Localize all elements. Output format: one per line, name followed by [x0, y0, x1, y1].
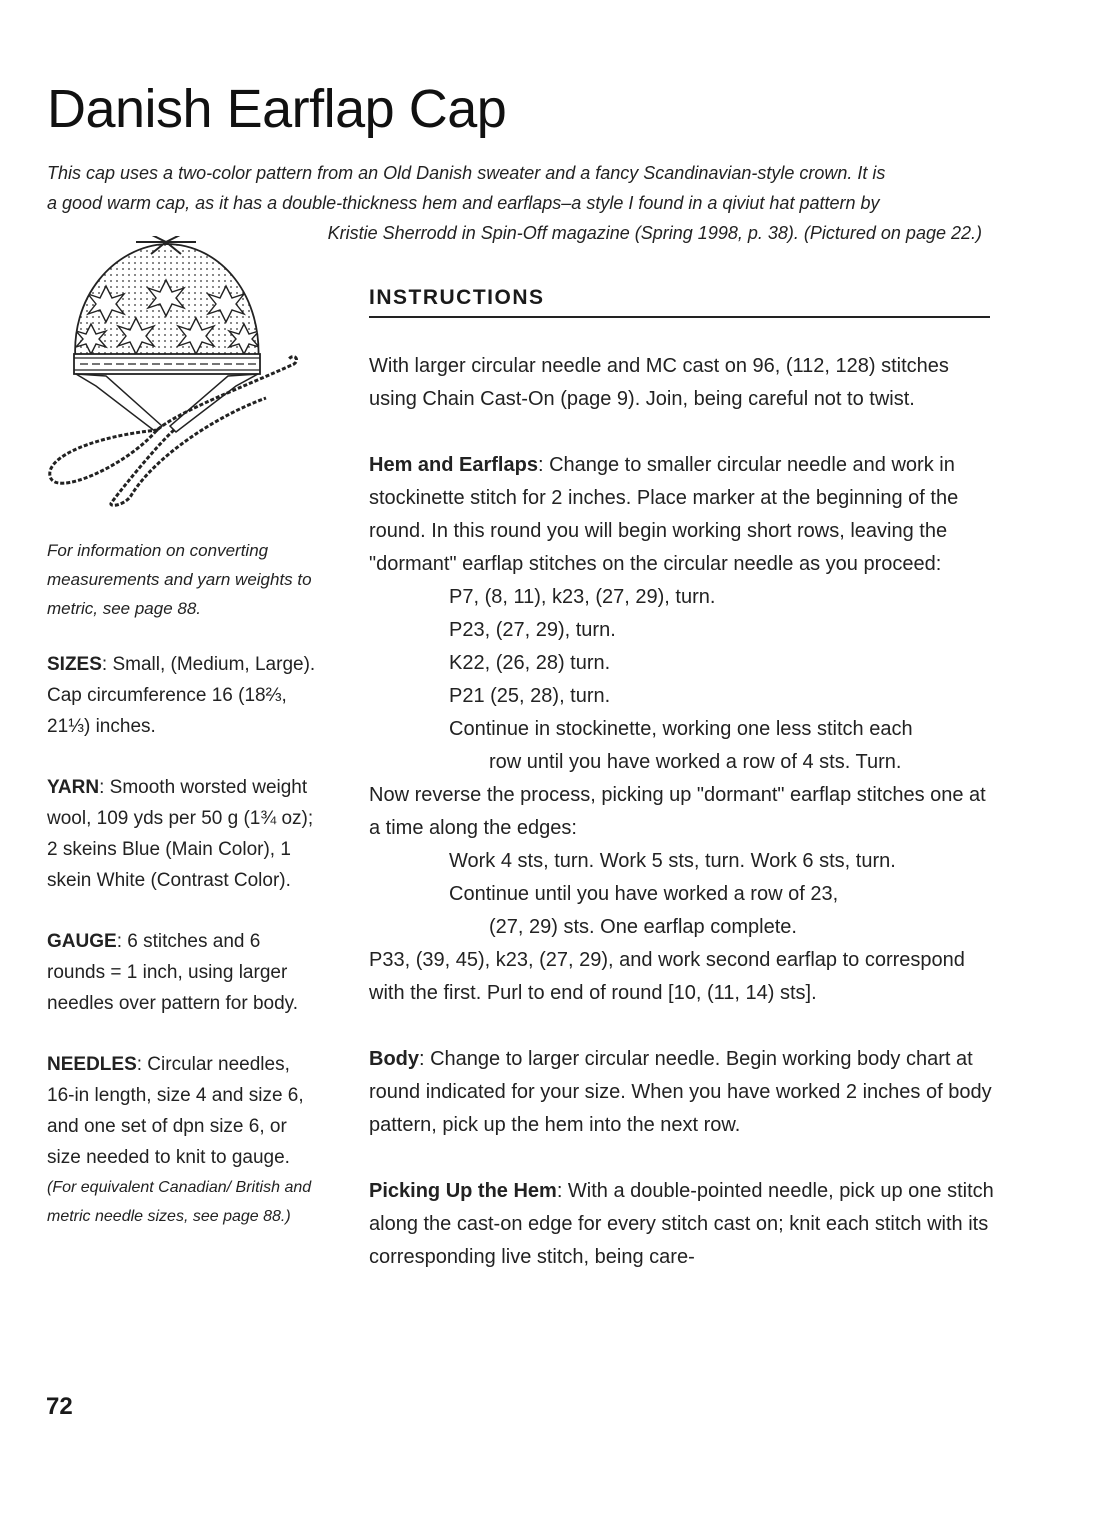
gauge-text: : 6 stitches and 6 rounds = 1 inch, using larger needles over pattern for body. — [47, 931, 299, 1014]
row-instruction: Work 4 sts, turn. Work 5 sts, turn. Work 6 sts, turn. — [449, 850, 896, 872]
gauge-label: GAUGE — [47, 931, 117, 952]
row-instruction: P21 (25, 28), turn. — [449, 685, 611, 707]
sizes-text: : Small, (Medium, Large). Cap circumference 16 (18⅔, 21⅓) inches. — [47, 654, 316, 737]
intro-line: Kristie Sherrodd in Spin-Off magazine (Spring 1998, p. 38). (Pictured on page 22.) — [327, 223, 982, 243]
yarn-label: YARN — [47, 777, 100, 798]
pick-up-label: Picking Up the Hem — [369, 1180, 557, 1202]
yarn-text: : Smooth worsted weight wool, 109 yds per 50 g (1¾ oz); 2 skeins Blue (Main Color), 1 skein White (Contrast Color). — [47, 777, 314, 891]
instructions-heading: INSTRUCTIONS — [369, 286, 990, 318]
instructions-body — [369, 350, 994, 1274]
needles-section — [47, 1049, 317, 1173]
materials-column — [47, 536, 317, 1231]
cast-on-paragraph: With larger circular needle and MC cast on 96, (112, 128) stitches using Chain Cast-On (page 9). Join, being careful not to twist. — [369, 355, 949, 410]
sizes-label: SIZES — [47, 654, 102, 675]
row-instruction: (27, 29) sts. One earflap complete. — [489, 916, 797, 938]
intro-line: a good warm cap, as it has a double-thickness hem and earflaps–a style I found in a qiviut hat pattern by — [47, 193, 880, 213]
needles-note: (For equivalent Canadian/ British and metric needle sizes, see page 88.) — [47, 1179, 312, 1225]
yarn-section — [47, 772, 317, 896]
hem-paragraph — [369, 449, 994, 581]
intro-text — [47, 158, 982, 248]
second-earflap-paragraph: P33, (39, 45), k23, (27, 29), and work second earflap to correspond with the first. Purl to end of round [10, (11, 14) sts]. — [369, 949, 965, 1004]
row-instruction: Continue until you have worked a row of 23, — [449, 883, 839, 905]
metric-note: For information on converting measurements and yarn weights to metric, see page 88. — [47, 541, 312, 618]
page-number: 72 — [46, 1393, 73, 1420]
hem-text: : Change to smaller circular needle and work in stockinette stitch for 2 inches. Place marker at the beginning of the round. In this round you will begin working short rows, leaving the "dormant" earflap stitches on the circular needle as you proceed: — [369, 454, 959, 575]
row-instruction: Continue in stockinette, working one less stitch each — [449, 718, 913, 740]
row-instruction: row until you have worked a row of 4 sts. Turn. — [489, 751, 902, 773]
hem-label: Hem and Earflaps — [369, 454, 538, 476]
reverse-paragraph: Now reverse the process, picking up "dormant" earflap stitches one at a time along the edges: — [369, 784, 986, 839]
body-paragraph — [369, 1043, 994, 1142]
sizes-section — [47, 649, 317, 742]
row-instruction: P23, (27, 29), turn. — [449, 619, 616, 641]
body-text: : Change to larger circular needle. Begin working body chart at round indicated for your size. When you have worked 2 inches of body pattern, pick up the hem into the next row. — [369, 1048, 992, 1136]
pick-up-text: : With a double-pointed needle, pick up one stitch along the cast-on edge for every stitch cast on; knit each stitch with its corresponding live stitch, being care- — [369, 1180, 994, 1268]
intro-line: This cap uses a two-color pattern from an Old Danish sweater and a fancy Scandinavian-style crown. It is — [47, 163, 886, 183]
page-title: Danish Earflap Cap — [47, 79, 507, 139]
gauge-section — [47, 926, 317, 1019]
body-label: Body — [369, 1048, 419, 1070]
needles-text: : Circular needles, 16-in length, size 4 and size 6, and one set of dpn size 6, or size needed to knit to gauge. — [47, 1054, 304, 1168]
earflap-cap-illustration — [36, 236, 300, 508]
needles-label: NEEDLES — [47, 1054, 137, 1075]
row-instruction: P7, (8, 11), k23, (27, 29), turn. — [449, 586, 716, 608]
row-instruction: K22, (26, 28) turn. — [449, 652, 611, 674]
pick-up-paragraph — [369, 1175, 994, 1274]
